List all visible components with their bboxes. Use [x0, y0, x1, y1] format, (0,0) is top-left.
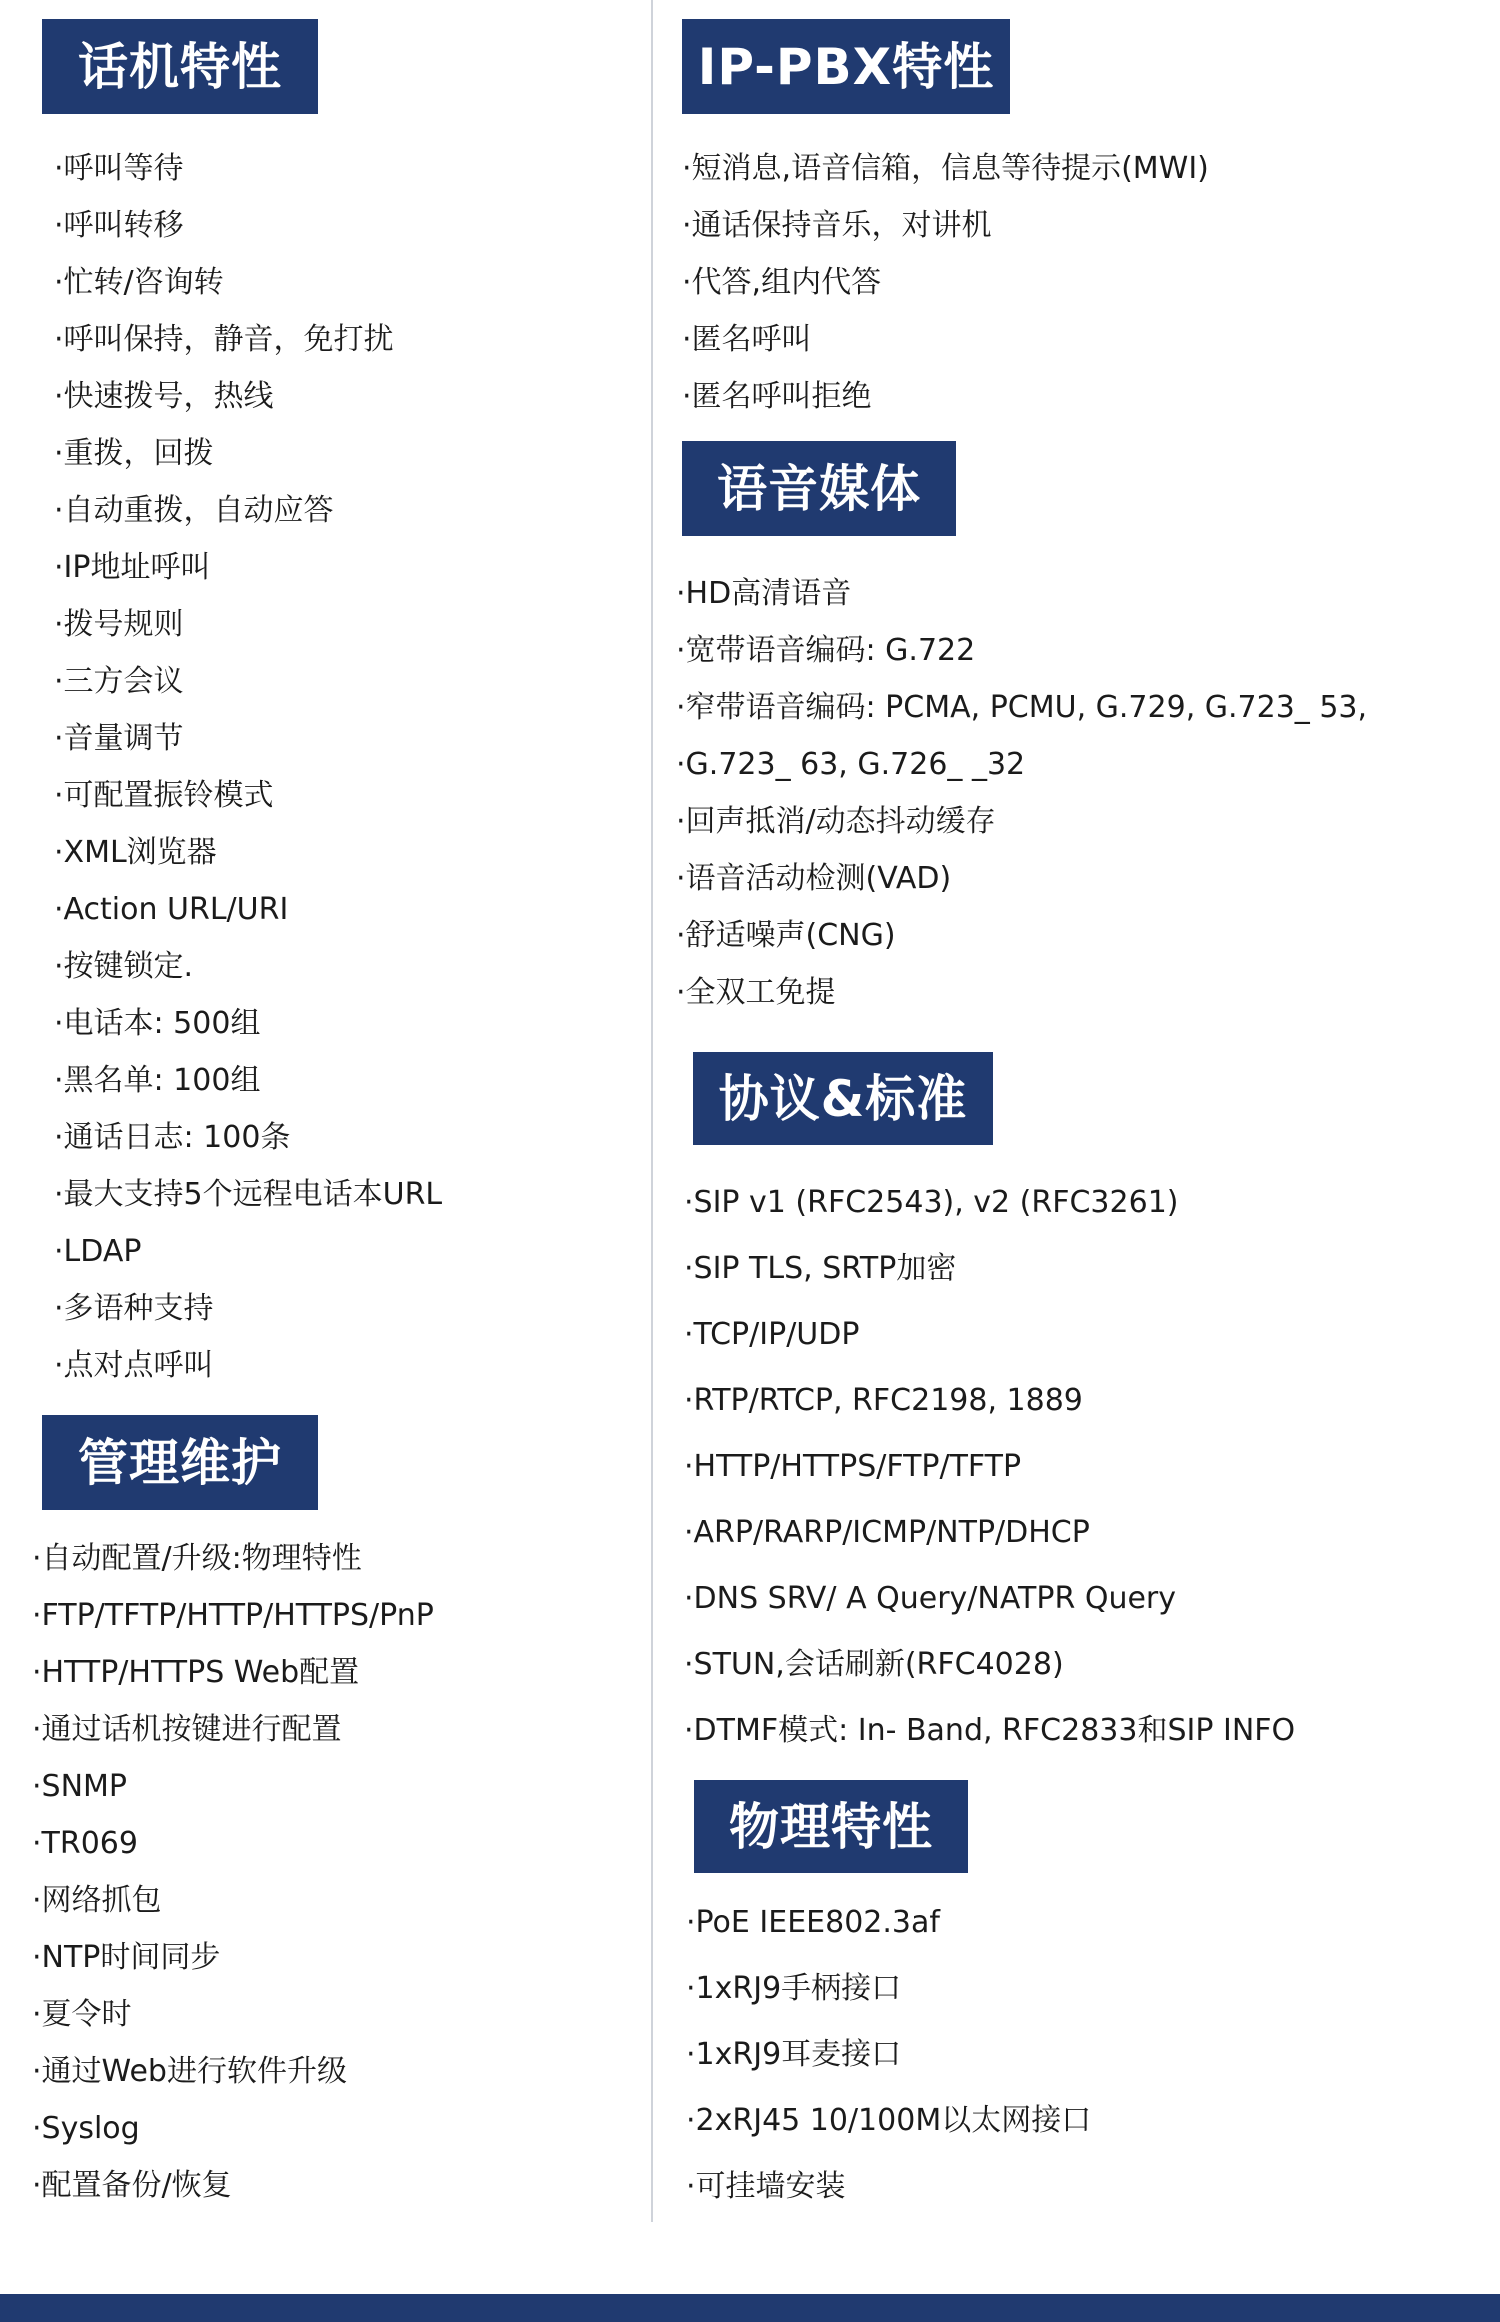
section-header-protocols: 协议&标准 [693, 1052, 993, 1145]
list-item: ·快速拨号，热线 [54, 379, 274, 414]
list-item: ·Action URL/URI [54, 892, 289, 927]
list-item: ·呼叫保持，静音，免打扰 [54, 322, 394, 357]
list-item: ·XML浏览器 [54, 835, 217, 870]
list-item: ·三方会议 [54, 664, 184, 699]
list-item: ·拨号规则 [54, 607, 184, 642]
list-item: ·LDAP [54, 1234, 142, 1269]
list-item: ·STUN,会话刷新(RFC4028) [684, 1647, 1064, 1682]
list-item: ·SIP v1 (RFC2543), v2 (RFC3261) [684, 1185, 1179, 1220]
section-header-voice-media: 语音媒体 [682, 441, 956, 536]
list-item: ·宽带语音编码: G.722 [676, 633, 976, 668]
section-header-ip-pbx: IP-PBX特性 [682, 19, 1010, 114]
list-item: ·SNMP [32, 1769, 127, 1804]
list-item: ·自动重拨，自动应答 [54, 493, 334, 528]
list-item: ·PoE IEEE802.3af [686, 1905, 940, 1940]
list-item: ·DNS SRV/ A Query/NATPR Query [684, 1581, 1177, 1616]
list-item: ·窄带语音编码: PCMA, PCMU, G.729, G.723_ 53, [676, 690, 1368, 725]
list-item: ·HTTP/HTTPS Web配置 [32, 1655, 360, 1690]
list-item: ·呼叫转移 [54, 208, 184, 243]
section-header-phone-features: 话机特性 [42, 19, 318, 114]
list-item: ·ARP/RARP/ICMP/NTP/DHCP [684, 1515, 1090, 1550]
list-item: ·网络抓包 [32, 1883, 162, 1918]
list-item: ·短消息,语音信箱，信息等待提示(MWI) [682, 151, 1209, 186]
list-item: ·忙转/咨询转 [54, 265, 224, 300]
list-item: ·可挂墙安装 [686, 2169, 846, 2204]
section-header-management: 管理维护 [42, 1415, 318, 1510]
bottom-bar [0, 2294, 1500, 2322]
list-item: ·自动配置/升级:物理特性 [32, 1541, 362, 1576]
list-item: ·DTMF模式: In- Band, RFC2833和SIP INFO [684, 1713, 1296, 1748]
column-divider [651, 0, 653, 2222]
list-item: ·HTTP/HTTPS/FTP/TFTP [684, 1449, 1022, 1484]
list-item: ·NTP时间同步 [32, 1940, 221, 1975]
list-item: ·全双工免提 [676, 975, 836, 1010]
list-item: ·夏令时 [32, 1997, 132, 2032]
list-item: ·舒适噪声(CNG) [676, 918, 896, 953]
section-header-physical: 物理特性 [694, 1780, 968, 1873]
list-item: ·2xRJ45 10/100M以太网接口 [686, 2103, 1092, 2138]
list-item: ·电话本: 500组 [54, 1006, 261, 1041]
list-item: ·IP地址呼叫 [54, 550, 211, 585]
list-item: ·语音活动检测(VAD) [676, 861, 952, 896]
list-item: ·1xRJ9耳麦接口 [686, 2037, 902, 2072]
list-item: ·音量调节 [54, 721, 184, 756]
list-item: ·重拨，回拨 [54, 436, 214, 471]
list-item: ·回声抵消/动态抖动缓存 [676, 804, 996, 839]
list-item: ·配置备份/恢复 [32, 2168, 232, 2203]
list-item: ·HD高清语音 [676, 576, 852, 611]
list-item: ·匿名呼叫 [682, 322, 812, 357]
list-item: ·通话日志: 100条 [54, 1120, 291, 1155]
list-item: ·FTP/TFTP/HTTP/HTTPS/PnP [32, 1598, 434, 1633]
list-item: ·点对点呼叫 [54, 1348, 214, 1383]
list-item: ·可配置振铃模式 [54, 778, 274, 813]
list-item: ·多语种支持 [54, 1291, 214, 1326]
list-item: ·通过话机按键进行配置 [32, 1712, 342, 1747]
list-item: ·SIP TLS, SRTP加密 [684, 1251, 957, 1286]
list-item: ·代答,组内代答 [682, 265, 882, 300]
list-item: ·RTP/RTCP, RFC2198, 1889 [684, 1383, 1083, 1418]
list-item: ·1xRJ9手柄接口 [686, 1971, 902, 2006]
list-item: ·呼叫等待 [54, 151, 184, 186]
list-item: ·G.723_ 63, G.726_ _32 [676, 747, 1026, 782]
list-item: ·通过Web进行软件升级 [32, 2054, 347, 2089]
list-item: ·最大支持5个远程电话本URL [54, 1177, 443, 1212]
list-item: ·TR069 [32, 1826, 138, 1861]
list-item: ·黑名单: 100组 [54, 1063, 261, 1098]
list-item: ·通话保持音乐，对讲机 [682, 208, 992, 243]
list-item: ·按键锁定. [54, 949, 194, 984]
list-item: ·匿名呼叫拒绝 [682, 379, 872, 414]
list-item: ·Syslog [32, 2111, 140, 2146]
list-item: ·TCP/IP/UDP [684, 1317, 860, 1352]
